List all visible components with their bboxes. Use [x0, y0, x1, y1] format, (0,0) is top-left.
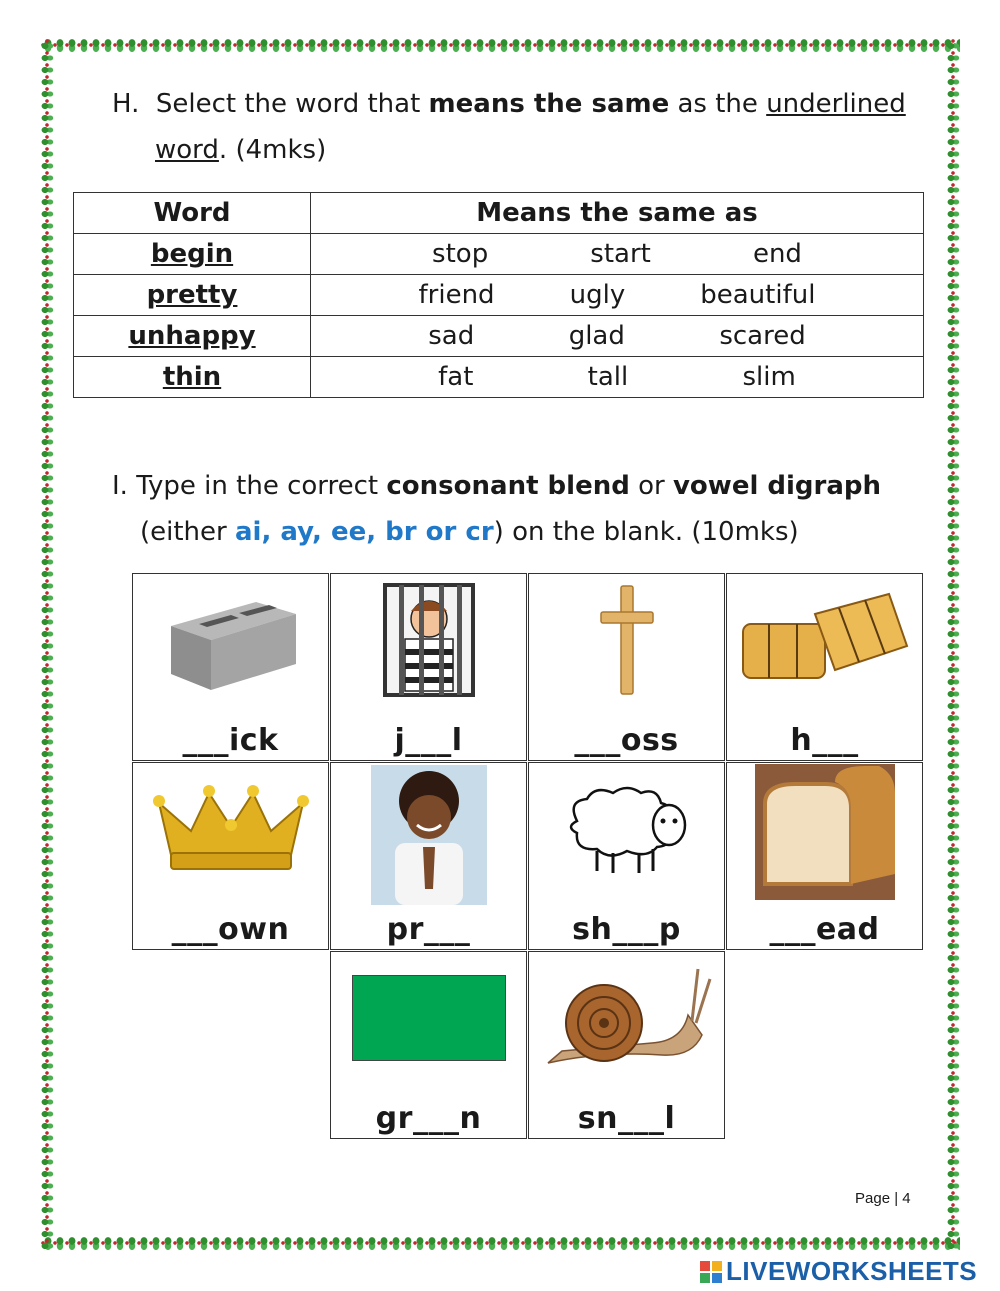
table-row [74, 234, 924, 275]
option-word[interactable]: end [752, 239, 802, 269]
picture-card-pray [330, 762, 527, 950]
table-row [74, 357, 924, 398]
brick-icon [161, 584, 301, 696]
option-word[interactable]: glad [568, 321, 625, 351]
section-i-letter: I. [112, 471, 128, 501]
picture-card-jail [330, 573, 527, 761]
blank-word-label[interactable]: ___ick [182, 723, 279, 758]
cross-icon [597, 582, 657, 698]
blank-word-label[interactable]: pr___ [386, 912, 471, 947]
picture-card-green [330, 951, 527, 1139]
option-word[interactable]: slim [742, 362, 796, 392]
picture-card-brick [132, 573, 329, 761]
crown-icon [151, 781, 311, 877]
blank-word-label[interactable]: h___ [790, 723, 859, 758]
table-row [74, 316, 924, 357]
option-word[interactable]: beautiful [700, 280, 816, 310]
picture-card-sheep [528, 762, 725, 950]
blank-word-label[interactable]: ___ead [769, 912, 880, 947]
blank-word-label[interactable]: ___own [171, 912, 290, 947]
sheep-icon [557, 781, 697, 877]
option-word[interactable]: sad [428, 321, 475, 351]
target-word: begin [74, 234, 311, 275]
pray-icon [371, 765, 487, 905]
picture-card-crown [132, 762, 329, 950]
picture-card-snail [528, 951, 725, 1139]
header-means-same: Means the same as [311, 193, 924, 234]
option-word[interactable]: tall [587, 362, 629, 392]
holly-border-right [946, 38, 960, 1250]
snail-icon [542, 959, 712, 1077]
target-word: thin [74, 357, 311, 398]
holly-border-left [40, 38, 54, 1250]
option-word[interactable]: stop [432, 239, 489, 269]
blank-word-label[interactable]: sn___l [577, 1101, 676, 1136]
picture-card-bread [726, 762, 923, 950]
option-word[interactable]: fat [438, 362, 474, 392]
blank-word-label[interactable]: ___oss [574, 723, 679, 758]
jail-icon [381, 581, 477, 699]
target-word: pretty [74, 275, 311, 316]
section-i-instruction-line2: (either ai, ay, ee, br or cr) on the blank. (10mks) [140, 517, 799, 547]
option-word[interactable]: ugly [569, 280, 626, 310]
liveworksheets-logo: LIVEWORKSHEETS [700, 1256, 977, 1287]
header-word: Word [74, 193, 311, 234]
table-row [74, 275, 924, 316]
picture-card-hay [726, 573, 923, 761]
blank-word-label[interactable]: j___l [394, 723, 463, 758]
liveworksheets-logo-icon [700, 1261, 722, 1283]
table-header-row [74, 193, 924, 234]
blend-options: ai, ay, ee, br or cr [235, 517, 494, 547]
section-h-letter: H. [112, 89, 140, 119]
option-word[interactable]: friend [418, 280, 495, 310]
green-square-icon [352, 975, 506, 1061]
option-word[interactable]: start [590, 239, 651, 269]
hay-icon [739, 590, 911, 690]
section-h-instruction-line2: word. (4mks) [155, 135, 327, 165]
section-i-instruction-line1: I. Type in the correct consonant blend or vowel digraph [112, 471, 882, 501]
section-h-instruction-line1: H. Select the word that means the same as the underlined [112, 89, 906, 119]
synonym-table [73, 192, 924, 398]
holly-border-top [40, 38, 960, 52]
blank-word-label[interactable]: sh___p [572, 912, 681, 947]
holly-border-bottom [40, 1236, 960, 1250]
page-number: Page | 4 [855, 1190, 911, 1207]
option-word[interactable]: scared [719, 321, 806, 351]
target-word: unhappy [74, 316, 311, 357]
bread-icon [755, 764, 895, 900]
blank-word-label[interactable]: gr___n [375, 1101, 482, 1136]
picture-card-cross [528, 573, 725, 761]
